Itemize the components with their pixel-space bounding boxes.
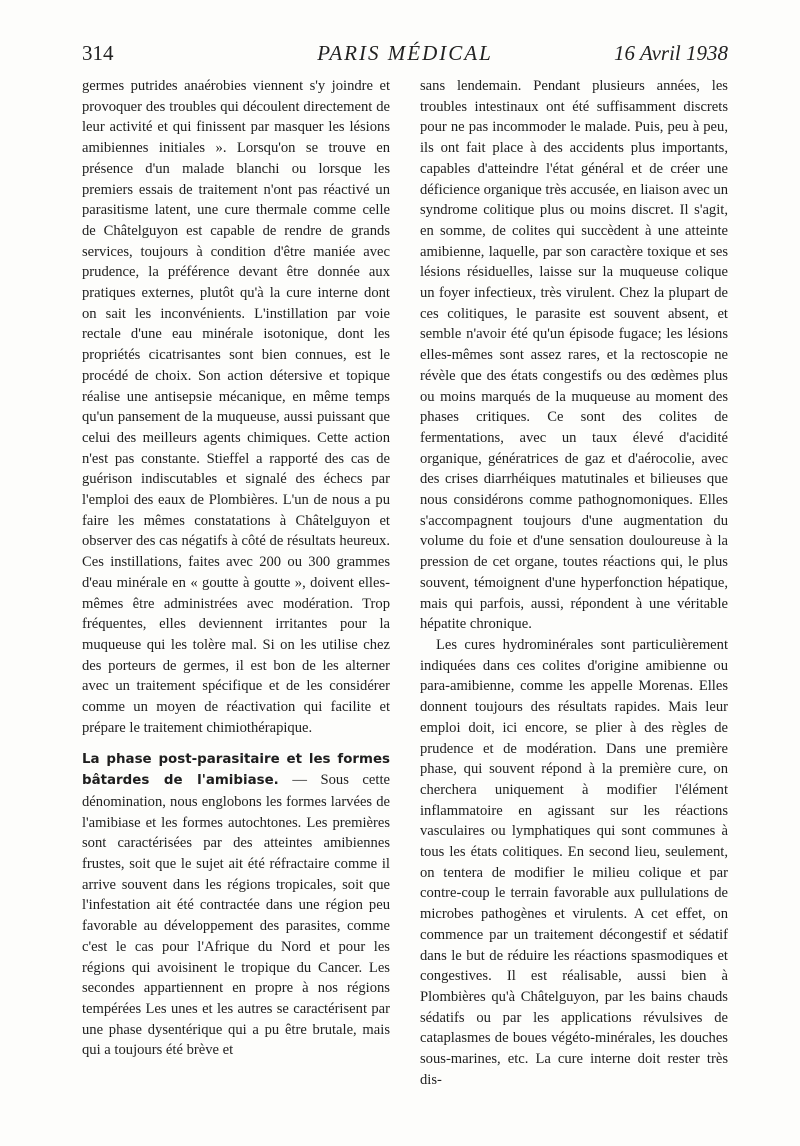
issue-date: 16 Avril 1938 — [614, 41, 728, 65]
journal-title: PARIS MÉDICAL — [317, 41, 493, 65]
right-paragraph-2: Les cures hydrominérales sont particulièrement indiquées dans ces colites d'origine amibienne ou para-amibienne, comme les appelle Morenas. Elles donnent toujours des résultats rapides. Mais leur emploi doit, ici encore, se plier à des règles de prudence et de modération. Dans une première phase, qui souvent répond à la première cure, on cherchera uniquement à modifier l'élément inflammatoire en agissant sur les réactions vasculaires ou lymphatiques qui sont communes à tous les états colitiques. En second lieu, seulement, on tentera de modifier le milieu colique et par contre-coup le terrain favorable aux pullulations de microbes pathogènes et virulents. A cet effet, on commence par un traitement décongestif et sédatif dans le but de réduire les réactions spasmodiques et congestives. Il est réalisable, aussi bien à Plombières qu'à Châtelguyon, par les bains chauds sédatifs ou par les applications révulsives de cataplasmes de boues végéto-minérales, les douches sous-marines, etc. La cure interne doit rester très dis- — [420, 636, 728, 1088]
section-heading: La phase post-parasitaire et les formes bâtardes de l'amibiase. — [82, 751, 390, 789]
paragraph-gap — [82, 739, 390, 749]
left-paragraph-2 — [82, 749, 390, 1062]
right-column — [420, 76, 728, 1090]
left-paragraph-2-text: — Sous cette dénomination, nous englobons les formes larvées de l'amibiase et les formes autochtones. Les premières sont caractérisées par des atteintes amibiennes frustes, soit que le sujet ait été réfractaire comme il arrive souvent dans les régions tropicales, soit que l'infestation ait été contractée dans une région peu favorable au développement des parasites, comme c'est le cas pour l'Afrique du Nord et pour les régions qui avoisinent le tropique du Cancer. Les secondes appartiennent en propre à nos régions tempérées Les unes et les autres se caractérisent par une phase dysentérique qui a pu être brutale, mais qui a toujours été brève et — [82, 772, 390, 1059]
left-paragraph-1: germes putrides anaérobies viennent s'y joindre et provoquer des troubles qui découlent directement de leur activité et qui finissent par masquer les lésions amibiennes initiales ». Lorsqu'on se trouve en présence d'un malade blanchi ou lorsque les premiers essais de traitement n'ont pas réactivé un parasitisme latent, une cure thermale comme celle de Châtelguyon est capable de rendre de grands services, toujours à condition d'être maniée avec prudence, la préférence devant être donnée aux pratiques externes, plutôt qu'à la cure interne dont on sait les inconvénients. L'instillation par voie rectale d'une eau minérale isotonique, dont les propriétés cicatrisantes sont bien connues, est le procédé de choix. Son action détersive et topique réalise une antisepsie mécanique, en même temps qu'un pansement de la muqueuse, aussi puissant que celui des meilleurs agents chimiques. Cette action n'est pas constante. Stieffel a rapporté des cas de guérison indiscutables et signalé des échecs par l'emploi des eaux de Plombières. L'un de nous a pu faire les mêmes constatations à Châtelguyon et observer des cas négatifs à côté de résultats heureux. Ces instillations, faites avec 200 ou 300 grammes d'eau minérale en « goutte à goutte », doivent elles-mêmes être administrées avec modération. Trop fréquentes, elles deviennent irritantes pour la muqueuse qui les tolère mal. Si on les utilise chez des porteurs de germes, il est bon de les alterner avec un traitement spécifique et de les considérer comme un moyen de réactivation qui facilite et prépare le traitement chimiothérapique. — [82, 78, 390, 736]
running-header — [82, 38, 728, 68]
right-paragraph-1: sans lendemain. Pendant plusieurs années, les troubles intestinaux ont été suffisamment discrets pour ne pas incommoder le malade. Puis, peu à peu, ils ont fait place à des accidents plus importants, capables d'atteindre l'état général et de créer une déficience organique très accusée, en liaison avec un syndrome colitique plus ou moins discret. Il s'agit, en somme, de colites qui succèdent à une atteinte amibienne, laquelle, par son caractère toxique et ses lésions résiduelles, laisse sur la muqueuse colique un foyer infectieux, très virulent. Chez la plupart de ces colitiques, le parasite est souvent absent, et semble n'avoir été qu'un épisode fugace; les lésions elles-mêmes sont assez rares, et la rectoscopie ne révèle que des états congestifs ou des œdèmes plus ou moins marqués de la muqueuse au moment des phases critiques. Ce sont des colites de fermentations, avec un taux élevé d'acidité organique, génératrices de gaz et d'aérocolie, avec des crises diarrhéiques matutinales et bilieuses que nous considérons comme pathognomoniques. Elles s'accompagnent toujours d'une augmentation du volume du foie et d'une sensation douloureuse à la pression de cet organe, toutes réactions qui, le plus souvent, témoignent d'une hyperfonction hépatique, mais qui parfois, aussi, répondent à une véritable hépatite chronique. — [420, 78, 728, 633]
left-column — [82, 76, 390, 1061]
page-number: 314 — [82, 41, 114, 65]
